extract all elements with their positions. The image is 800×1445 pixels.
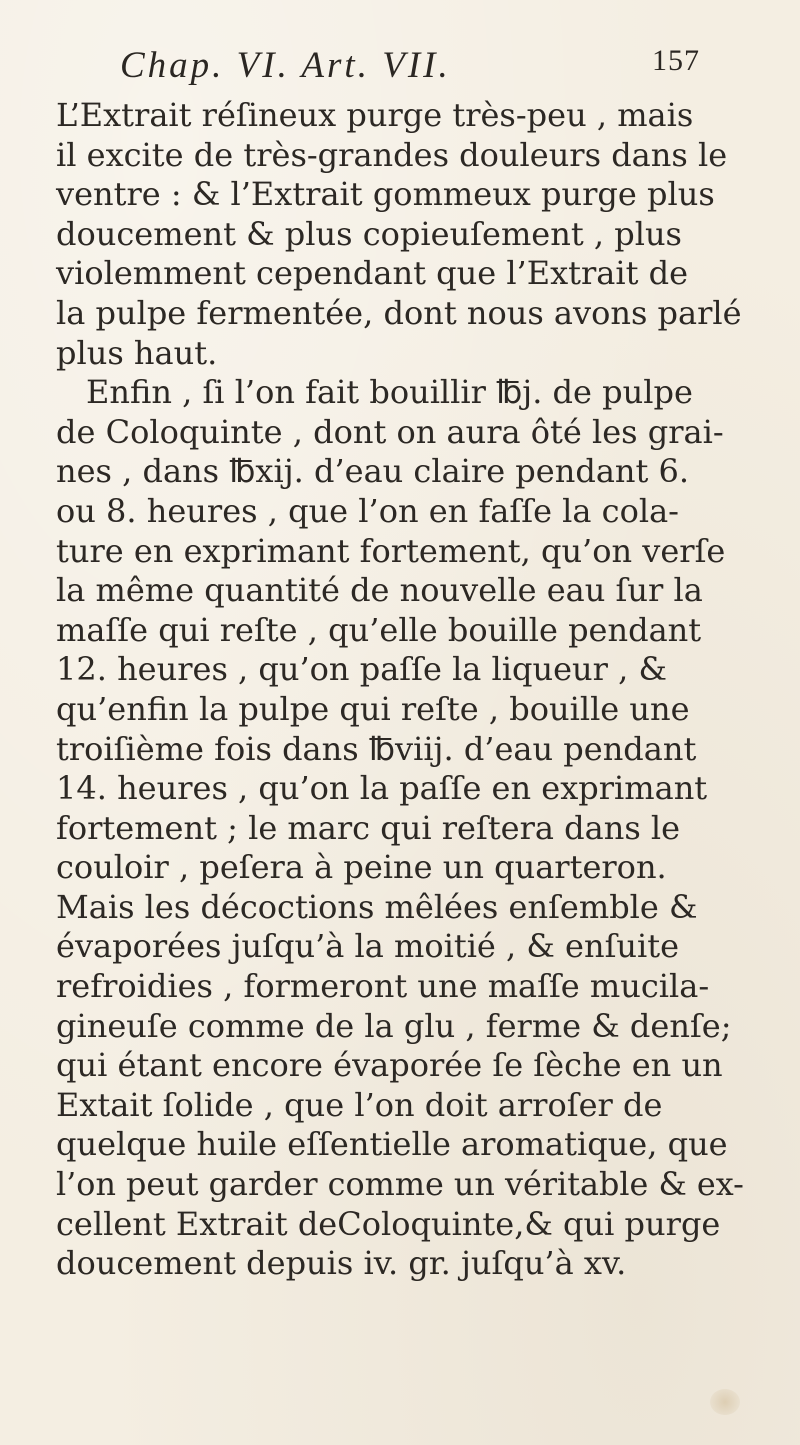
running-head [120,44,700,94]
page-number: 157 [652,44,700,77]
text-line: l’on peut garder comme un véritable & ex- [56,1165,744,1204]
text-line: couloir , peſera à peine un quarteron. [56,848,667,887]
running-head-title: Chap. VI. Art. VII. [120,45,451,86]
text-line: quelque huile eſſentielle aromatique, que [56,1125,728,1164]
body-text [56,96,746,1284]
paper-stain [710,1389,740,1415]
text-line: fortement ; le marc qui reſtera dans le [56,808,681,847]
text-line: plus haut. [56,333,218,372]
text-line: refroidies , formeront une maſſe mucila- [56,967,710,1006]
text-line: 12. heures , qu’on paſſe la liqueur , & [56,650,667,689]
text-line: 14. heures , qu’on la paſſe en exprimant [56,769,708,808]
text-line: la même quantité de nouvelle eau ſur la [56,571,703,610]
text-line: Mais les décoctions mêlées enſemble & [56,887,698,926]
text-line: maſſe qui reſte , qu’elle bouille pendant [56,610,702,649]
text-line: la pulpe fermentée, dont nous avons parlé [56,293,742,332]
text-line: évaporées juſqu’à la moitié , & enſuite [56,927,680,966]
text-line: qu’enfin la pulpe qui reſte , bouille une [56,689,690,728]
text-line: ture en exprimant fortement, qu’on verſe [56,531,726,570]
text-line: nes , dans ℔xij. d’eau claire pendant 6. [56,452,690,491]
text-line: Enfin , ſi l’on fait bouillir ℔j. de pulpe [86,373,693,412]
text-line: il excite de très-grandes douleurs dans le [56,135,728,174]
text-line: ou 8. heures , que l’on en faſſe la cola- [56,491,679,530]
text-line: doucement & plus copieuſement , plus [56,214,682,253]
text-line: qui étant encore évaporée ſe ſèche en un [56,1046,723,1085]
text-line: ventre : & l’Extrait gommeux purge plus [56,175,715,214]
text-line: troiſième fois dans ℔viij. d’eau pendant [56,729,697,768]
text-line: Extait ſolide , que l’on doit arroſer de [56,1085,663,1124]
text-line: gineuſe comme de la glu , ferme & denſe; [56,1006,732,1045]
text-line: L’Extrait réſineux purge très-peu , mais [56,96,694,134]
text-line: doucement depuis iv. gr. juſqu’à xv. [56,1244,627,1283]
text-line: cellent Extrait deColoquinte,& qui purge [56,1204,721,1243]
text-line: violemment cependant que l’Extrait de [56,254,689,293]
text-line: de Coloquinte , dont on aura ôté les grai- [56,412,724,451]
